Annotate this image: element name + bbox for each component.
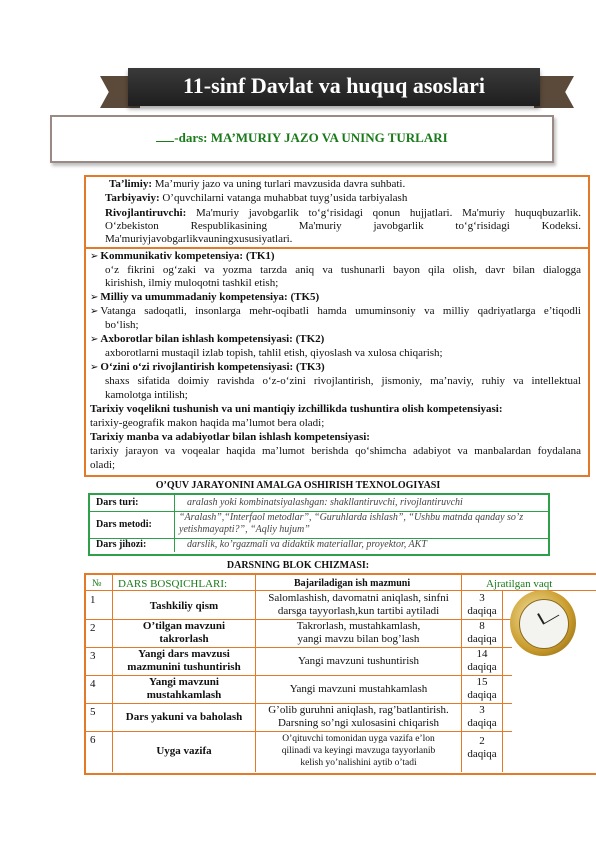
comp-tk5-line1-text: Vatanga sadoqatli, insonlarga mehr-oqibatli hamda umuminsoniy va milliy qadriyatlarga e’tiqodli bbox=[100, 305, 581, 317]
arrow-bullet-icon: ➢ bbox=[90, 306, 99, 317]
comp-tk3-line2: kamolotga intilish; bbox=[105, 389, 188, 401]
comp-tk3-line1: shaxs sifatida doimiy ravishda o‘z-o‘zini rivojlantirish, jismoniy, ma’naviy, ruhiy va intellektual bbox=[105, 375, 581, 387]
tech-value: darslik, ko’rgazmali va didaktik materiallar, proyektor, AKT bbox=[174, 538, 544, 552]
comp-tk1-title bbox=[90, 250, 275, 263]
col-header-stage: DARS BOSQICHLARI: bbox=[118, 578, 228, 590]
row-stage: O’tilgan mavzuni bbox=[142, 620, 226, 632]
goal-tarbiya bbox=[105, 192, 575, 205]
goal-rivoj-line2: O‘zbekiston Respublikasining Ma'muriy javobgarlik to‘g‘risidagi Kodeksi. bbox=[105, 220, 581, 232]
tech-row-equipment bbox=[90, 538, 548, 552]
row-stage: Dars yakuni va baholash bbox=[125, 711, 243, 723]
row-content: Darsning so’ngi xulosasini chiqarish bbox=[277, 717, 439, 729]
goal-rivoj-line3: Ma'muriyjavobgarlikvauningxususiyatlari. bbox=[105, 233, 293, 245]
row-time-value: 14 bbox=[476, 648, 488, 660]
col-header-no: № bbox=[92, 578, 102, 589]
lesson-title-text: MA’MURIY JAZO VA UNING TURLARI bbox=[210, 130, 448, 145]
tech-label: Dars turi: bbox=[96, 497, 139, 508]
block-heading: DARSNING BLOK CHIZMASI: bbox=[226, 560, 370, 571]
col-header-time: Ajratilgan vaqt bbox=[486, 578, 553, 590]
lesson-title-box bbox=[50, 115, 554, 163]
tech-method-line1: “Aralash”,“Interfaol metodlar”, “Guruhlarda ishlash”, “Ushbu matnda qanday so’z bbox=[179, 512, 524, 523]
clock-minute-hand bbox=[543, 615, 559, 625]
row-divider bbox=[84, 731, 512, 732]
tech-value bbox=[174, 511, 544, 539]
row-content: Yangi mavzuni tushuntirish bbox=[297, 655, 420, 667]
arrow-bullet-icon: ➢ bbox=[90, 251, 99, 262]
row-stage: mustahkamlash bbox=[146, 689, 222, 701]
row-time-value: 3 bbox=[479, 704, 485, 716]
row-stage: takrorlash bbox=[159, 633, 209, 645]
row-content: Yangi mavzuni mustahkamlash bbox=[289, 683, 428, 695]
comp-tk1-line2: kirishish, ilmiy muloqotni tashkil etish; bbox=[105, 277, 279, 289]
row-time-unit: daqiqa bbox=[467, 605, 497, 617]
row-stage: mazmunini tushuntirish bbox=[127, 661, 241, 673]
comp-tk2-title-text: Axborotlar bilan ishlash kompetensiyasi: (TK2) bbox=[100, 333, 325, 345]
row-time-value: 15 bbox=[476, 676, 488, 688]
comp-src-line2: oladi; bbox=[90, 459, 116, 471]
row-stage: Yangi mavzuni bbox=[149, 676, 219, 688]
row-time-value: 2 bbox=[479, 735, 485, 747]
col-divider bbox=[502, 590, 503, 772]
tech-heading: O’QUV JARAYONINI AMALGA OSHIRISH TEXNOLOGIYASI bbox=[155, 480, 441, 491]
goal-talim-text: Ma’muriy jazo va uning turlari mavzusida davra suhbati. bbox=[154, 178, 406, 190]
goal-rivoj bbox=[105, 207, 581, 220]
row-no: 6 bbox=[90, 734, 96, 746]
lesson-number-blank bbox=[156, 141, 174, 142]
goal-tarbiya-text: O’quvchilarni vatanga muhabbat tuyg’usida tarbiyalash bbox=[162, 192, 408, 204]
arrow-bullet-icon: ➢ bbox=[90, 362, 99, 373]
row-stage: Tashkiliy qism bbox=[149, 600, 219, 612]
arrow-bullet-icon: ➢ bbox=[90, 334, 99, 345]
comp-tk1-line1: o‘z fikrini og‘zaki va yozma tarzda aniq va tushunarli bayon qila olish, davr bilan dialogga bbox=[105, 264, 581, 276]
comp-tk3-title-text: O‘zini o‘zi rivojlantirish kompetensiyasi: (TK3) bbox=[100, 361, 325, 373]
row-time-unit: daqiqa bbox=[467, 661, 497, 673]
row-time-unit: daqiqa bbox=[467, 689, 497, 701]
comp-src-title: Tarixiy manba va adabiyotlar bilan ishlash kompetensiyasi: bbox=[90, 431, 370, 443]
comp-tk1-title-text: Kommunikativ kompetensiya: (TK1) bbox=[100, 250, 275, 262]
row-stage: Yangi dars mavzusi bbox=[138, 648, 230, 660]
goal-talim bbox=[109, 178, 579, 191]
tech-table bbox=[88, 493, 550, 556]
lesson-number-suffix: -dars: bbox=[174, 130, 208, 145]
goal-talim-label: Ta’limiy: bbox=[109, 178, 152, 190]
clock-face bbox=[519, 599, 569, 649]
row-content: G’olib guruhni aniqlash, rag’batlantirish. bbox=[268, 704, 449, 716]
page-title: 11-sinf Davlat va huquq asoslari bbox=[128, 68, 540, 106]
comp-tk5-title-text: Milliy va umummadaniy kompetensiya: (TK5) bbox=[100, 291, 320, 303]
row-divider bbox=[84, 590, 596, 591]
goal-rivoj-line1: Ma'muriy javobgarlik to‘g‘risidagi qonun hujjatlari. Ma'muriy huquqbuzarlik. bbox=[196, 207, 582, 219]
col-divider bbox=[112, 575, 113, 772]
comp-hist-title: Tarixiy voqelikni tushunish va uni mantiqiy izchillikda tushuntira olish kompetensiyasi: bbox=[90, 403, 503, 415]
row-content: qilinadi va keyingi mavzuga tayyorlanib bbox=[281, 746, 436, 756]
row-time-value: 8 bbox=[479, 620, 485, 632]
row-content: O’qituvchi tomonidan uyga vazifa e’lon bbox=[282, 734, 435, 744]
row-time-unit: daqiqa bbox=[467, 748, 497, 760]
row-no: 3 bbox=[90, 650, 96, 662]
tech-method-line2: yetishmayapti?”, “Aqliy hujum” bbox=[179, 524, 310, 535]
comp-tk5-line1 bbox=[90, 305, 581, 318]
col-header-content: Bajariladigan ish mazmuni bbox=[294, 578, 411, 589]
row-time-unit: daqiqa bbox=[467, 633, 497, 645]
comp-tk5-title bbox=[90, 291, 319, 304]
comp-hist-line1: tarixiy-geografik makon haqida ma’lumot bera oladi; bbox=[90, 417, 325, 429]
row-content: yangi mavzu bilan bog’lash bbox=[297, 633, 420, 645]
goal-tarbiya-label: Tarbiyaviy: bbox=[105, 192, 160, 204]
arrow-bullet-icon: ➢ bbox=[90, 292, 99, 303]
row-content: Takrorlash, mustahkamlash, bbox=[296, 620, 421, 632]
comp-tk2-line1: axborotlarni mustaqil izlab topish, tahlil etish, qiyoslash va xulosa chiqarish; bbox=[105, 347, 443, 359]
comp-tk3-title bbox=[90, 361, 325, 374]
comp-tk5-line2: bo‘lish; bbox=[105, 319, 139, 331]
tech-label: Dars metodi: bbox=[96, 519, 152, 530]
row-content: kelish yo’nalishini aytib o’tadi bbox=[300, 758, 417, 768]
banner-ribbon-right bbox=[534, 76, 574, 108]
tech-label: Dars jihozi: bbox=[96, 539, 147, 550]
lesson-title bbox=[52, 130, 552, 146]
row-time-unit: daqiqa bbox=[467, 717, 497, 729]
goal-rivoj-label: Rivojlantiruvchi: bbox=[105, 207, 187, 219]
row-no: 5 bbox=[90, 706, 96, 718]
row-stage: Uyga vazifa bbox=[156, 745, 212, 757]
row-no: 4 bbox=[90, 678, 96, 690]
tech-row-type bbox=[90, 495, 548, 512]
tech-value: aralash yoki kombinatsiyalashgan: shakllantiruvchi, rivojlantiruvchi bbox=[174, 495, 544, 511]
row-no: 2 bbox=[90, 622, 96, 634]
comp-tk2-title bbox=[90, 333, 324, 346]
pocket-watch-icon bbox=[510, 590, 576, 656]
row-no: 1 bbox=[90, 594, 96, 606]
tech-row-method bbox=[90, 511, 548, 539]
row-content: Salomlashish, davomatni aniqlash, sinfni bbox=[268, 592, 449, 604]
row-time-value: 3 bbox=[479, 592, 485, 604]
row-content: darsga tayyorlash,kun tartibi aytiladi bbox=[277, 605, 440, 617]
comp-src-line1: tarixiy jarayon va voqealar haqida ma’lumot berishda qo‘shimcha adabiyot va manbalardan foydalana bbox=[90, 445, 581, 457]
